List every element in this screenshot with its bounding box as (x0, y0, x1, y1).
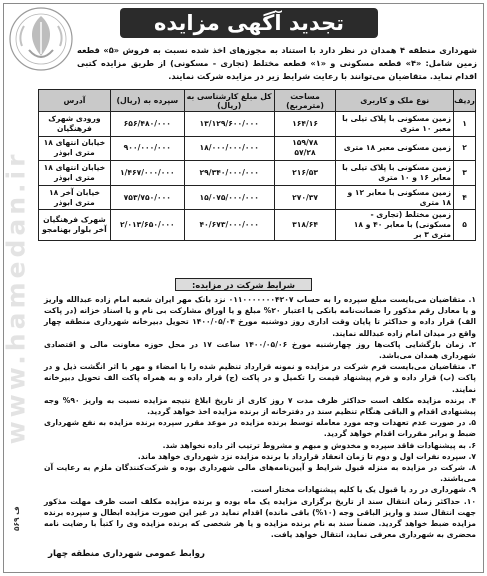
cell-area: ۲۷۰/۳۷ (274, 185, 336, 210)
header-area: مساحت (مترمربع) (274, 90, 336, 112)
header-row-number: ردیف (454, 90, 476, 112)
cell-area: ۲۱۶/۵۳ (274, 161, 336, 186)
cell-price: ۲۹/۳۴۰/۰۰۰/۰۰۰ (184, 161, 274, 186)
title-banner (120, 8, 378, 38)
condition-item: ۷. سپرده نفرات اول و دوم تا زمان انعقاد قرارداد با برنده مزایده نزد شهرداری خواهد ماند. (137, 451, 476, 461)
table-header-row (39, 90, 476, 112)
header-address: آدرس (39, 90, 111, 112)
watermark-text: www.hamedan.ir (1, 150, 31, 445)
cell-type: زمین مسکونی با پلاک تیلی با معبر ۱۰ متری (336, 112, 454, 137)
cell-price: ۱۳/۱۲۹/۶۰۰/۰۰۰ (184, 112, 274, 137)
condition-item: ۵. در صورت عدم تعهدات وجه مورد معامله توسط برنده مزایده در موعد مقرر سپرده برنده مزایده به نفع شهرداری ضبط و برابر مقررات اقدام خواهد گردید. (44, 418, 476, 439)
cell-type: زمین مختلط (تجاری - مسکونی) با معابر ۴۰ و ۱۸ متری ۳ بر (336, 210, 454, 241)
header-type: نوع ملک و کاربری (336, 90, 454, 112)
condition-item: ۱۰. حداکثر زمان انتقال سند از تاریخ برگزاری مزایده یک ماه بوده و برنده مزایده مکلف است ظرف مهلت مذکور جهت انتقال سند و واریز الباقی وجه (۱۰%) باقی مانده) اقدام نماید در غیر این صورت مزایده ابطال و سپرده برنده مزایده ضبط خواهد گردید. ضمناً سند به نام برنده مزایده و یا هر شخصی که برنده مزایده وی را کتباً با رضایت نامه محضری به شهرداری معرفی نماید، انتقال خواهد یافت. (44, 496, 477, 540)
cell-deposit: ۶۵۶/۴۸۰/۰۰۰ (110, 112, 184, 137)
page-title: تجدید آگهی مزایده (154, 11, 344, 35)
cell-row-number: ۱ (454, 112, 476, 137)
condition-item: ۳. متقاضیان می‌بایست فرم شرکت در مزایده و نمونه قرارداد تنظیم شده را با امضاء و مهر با اثر انگشت ذیل و در پاکت (ب) قرار داده و فرم پیشنهاد قیمت را تکمیل و در پاکت (ج) قرار داده و به همراه پاکت الف تحویل دبیرخانه نمایند. (44, 362, 476, 394)
cell-price: ۱۵/۰۷۵/۰۰۰/۰۰۰ (184, 185, 274, 210)
cell-deposit: ۷۵۳/۷۵۰/۰۰۰ (110, 185, 184, 210)
cell-area: ۳۱۸/۶۴ (274, 210, 336, 241)
table-row (39, 210, 476, 241)
ad-code: ف ۵۶۹ (12, 506, 21, 531)
intro-paragraph: شهرداری منطقه ۴ همدان در نظر دارد با استناد به مجوزهای اخذ شده نسبت به فروش «۵» قطعه زمین شامل: «۴» قطعه مسکونی و «۱» قطعه مختلط (تجاری - مسکونی) از طریق مزایده کتبی اقدام نماید. متقاضیان می‌توانند با رعایت شرایط زیر در مزایده شرکت نمایند. (77, 45, 477, 81)
cell-price: ۴۰/۶۷۳/۰۰۰/۰۰۰ (184, 210, 274, 241)
conditions-list (44, 294, 476, 540)
cell-type: زمین مسکونی معبر ۱۸ متری (336, 136, 454, 161)
table-row (39, 161, 476, 186)
cell-row-number: ۵ (454, 210, 476, 241)
cell-deposit: ۹۰۰/۰۰۰/۰۰۰ (110, 136, 184, 161)
condition-item: ۶. به پیشنهادات فاقد سپرده و مخدوش و مبهم و مشروط ترتیب اثر داده نخواهد شد. (162, 440, 476, 450)
header-price: کل مبلغ کارشناسی به (ریال) (184, 90, 274, 112)
condition-item: ۲. زمان بازگشایی پاکت‌ها روز چهارشنبه مورخ ۱۴۰۰/۰۵/۰۶ ساعت ۱۷ در محل حوزه معاونت مالی و اقتصادی شهرداری همدان می‌باشد. (44, 339, 476, 361)
conditions-heading: شرایط شرکت در مزایده: (175, 278, 312, 291)
cell-type: زمین مسکونی با معابر ۱۲ و ۱۸ متری (336, 185, 454, 210)
cell-price: ۱۸/۰۰۰/۰۰۰/۰۰۰ (184, 136, 274, 161)
conditions-heading-wrap (0, 278, 487, 291)
cell-type: زمین مسکونی با پلاک تیلی با معابر ۱۶ و ۱۰ متری (336, 161, 454, 186)
cell-address: خیابان آخر ۱۸ متری ابوذر (39, 185, 111, 210)
cell-area: ۱۵۹/۷۸ ۵۷/۲۸ (274, 136, 336, 161)
table-row (39, 185, 476, 210)
table-row (39, 112, 476, 137)
side-watermark (2, 70, 30, 525)
condition-item: ۴. برنده مزایده مکلف است حداکثر ظرف مدت ۷ روز کاری از تاریخ ابلاغ نتیجه مزایده نسبت به واریز ۹۰% وجه پیشنهادی اقدام و الباقی هنگام تنظیم سند در دفترخانه از برنده مزایده اخذ خواهد گردید. (44, 395, 476, 417)
cell-deposit: ۲/۰۱۳/۶۵۰/۰۰۰ (110, 210, 184, 241)
auction-table (38, 89, 476, 241)
cell-area: ۱۶۴/۱۶ (274, 112, 336, 137)
cell-row-number: ۴ (454, 185, 476, 210)
table-row (39, 136, 476, 161)
condition-item: ۹. شهرداری در رد یا قبول یک یا کلیه پیشنهادات مختار است. (250, 485, 476, 495)
cell-deposit: ۱/۴۶۷/۰۰۰/۰۰۰ (110, 161, 184, 186)
cell-address: خیابان انتهای ۱۸ متری ابوذر (39, 136, 111, 161)
cell-address: خیابان انتهای ۱۸ متری ابوذر (39, 161, 111, 186)
footer-signature: روابط عمومی شهرداری منطقه چهار (48, 549, 205, 559)
municipality-logo-icon (8, 6, 74, 72)
header-deposit: سپرده به (ریال) (110, 90, 184, 112)
cell-address: شهرک فرهنگیان آخر بلوار بهنامجو (39, 210, 111, 241)
cell-address: ورودی شهرک فرهنگیان (39, 112, 111, 137)
cell-row-number: ۲ (454, 136, 476, 161)
condition-item: ۱. متقاضیان می‌بایست مبلغ سپرده را به حساب ۰۱۱۰۰۰۰۰۰۰۴۲۰۷ نزد بانک مهر ایران شعبه امام زاده عبدالله واریز و یا معادل رقم مذکور را ضمانت‌نامه بانکی یا اعتبار ۲۰% مبلغ و یا اوراق مشارکت بی نام و یا اسناد خزانه (در پاکت الف) قرار داده و حداکثر تا پایان وقت اداری روز دوشنبه مورخ ۱۴۰۰/۰۵/۰۴ تحویل دبیرخانه شهرداری منطقه چهار واقع در میدان امام زاده عبدالله نمایند. (44, 295, 476, 338)
cell-row-number: ۳ (454, 161, 476, 186)
condition-item: ۸. شرکت در مزایده به منزله قبول شرایط و آیین‌نامه‌های مالی شهرداری بوده و شرکت‌کنندگان ملزم به رعایت آن می‌باشند. (44, 463, 476, 484)
